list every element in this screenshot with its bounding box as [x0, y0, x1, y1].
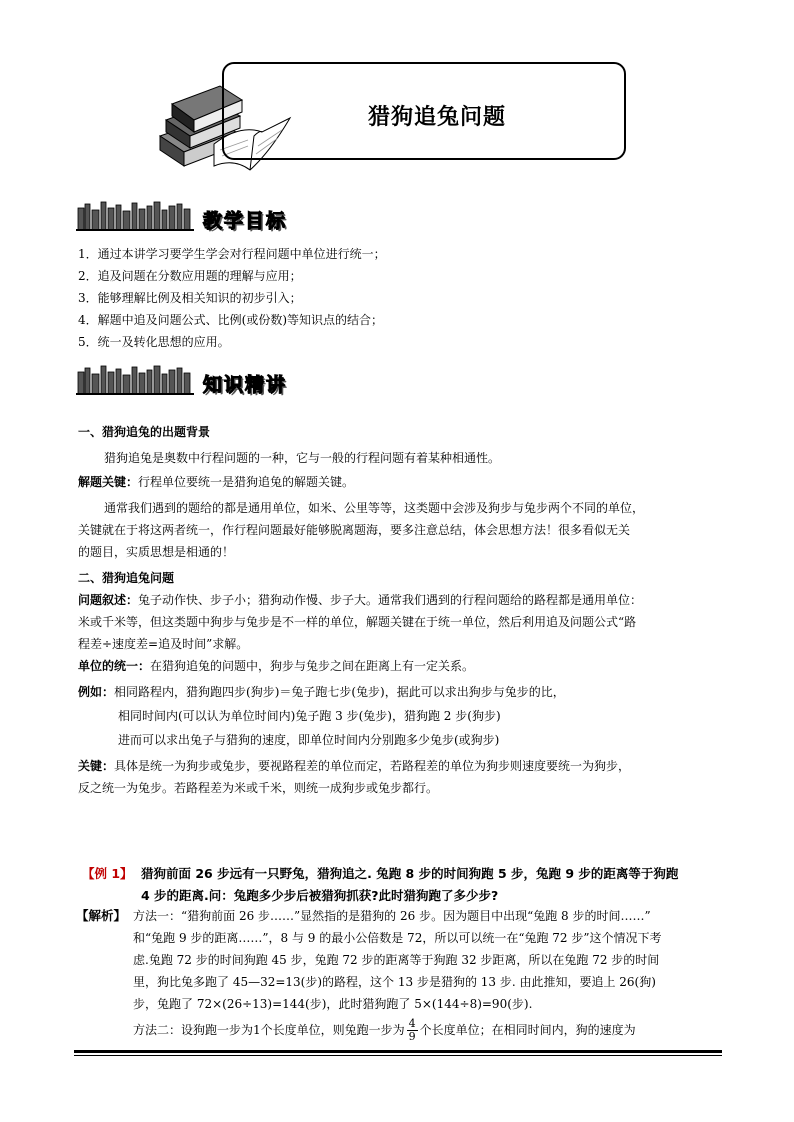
part1-key [78, 474, 354, 490]
desc-label: 问题叙述： [78, 593, 139, 607]
key-text: 行程单位要统一是猎狗追兔的解题关键。 [138, 475, 355, 489]
key-label: 解题关键： [78, 475, 139, 489]
part2-example: 相同时间内(可以认为单位时间内)兔子跑 3 步(兔步)，猎狗跑 2 步(狗步) [118, 709, 501, 723]
part2-example [78, 684, 565, 700]
section-decoration-icon [76, 364, 194, 396]
footer-rule-thin [74, 1055, 722, 1056]
solution-method2 [133, 1018, 636, 1043]
solution-line: 里，狗比兔多跑了 45—32=13(步)的路程，这个 13 步是猎狗的 13 步. 由此推知，要追上 26(狗) [133, 975, 656, 989]
part1-paragraph: 通常我们遇到的题给的都是通用单位，如米、公里等等，这类题中会涉及狗步与兔步两个不同的单位， [104, 501, 645, 515]
part1-paragraph: 的题目，实质思想是相通的！ [78, 545, 235, 559]
key-text: 具体是统一为狗步或兔步，要视路程差的单位而定，若路程差的单位为狗步则速度要统一为狗步， [114, 759, 631, 773]
eg-text: 相同路程内，猎狗跑四步(狗步)＝兔子跑七步(兔步)，据此可以求出狗步与兔步的比， [114, 685, 565, 699]
part2-desc [78, 592, 642, 608]
section-decoration-icon [76, 200, 194, 232]
example-tag: 【例 1】 [82, 866, 133, 881]
part2-key: 反之统一为兔步。若路程差为米或千米，则统一成狗步或兔步都行。 [78, 781, 439, 795]
solution-line: 虑.兔跑 72 步的时间狗跑 45 步，兔跑 72 步的距离等于狗跑 32 步距离，所以在兔跑 72 步的时间 [133, 953, 660, 967]
footer-rule [74, 1050, 722, 1053]
desc-text: 兔子动作快、步子小；猎狗动作慢、步子大。通常我们遇到的行程问题给的路程都是通用单位： [138, 593, 643, 607]
example-question: 4 步的距离.问：兔跑多少步后被猎狗抓获?此时猎狗跑了多少步? [141, 888, 499, 903]
solution-line: 方法一：“猎狗前面 26 步……”显然指的是猎狗的 26 步。因为题目中出现“兔跑 8 步的时间……” [133, 909, 651, 923]
objective-item: 2．追及问题在分数应用题的理解与应用； [78, 269, 302, 283]
part2-unit [78, 658, 474, 674]
solution-tag: 【解析】 [76, 908, 127, 923]
unit-label: 单位的统一： [78, 659, 151, 673]
key-label: 关键： [78, 759, 115, 773]
method2-text: 个长度单位；在相同时间内，狗的速度为 [419, 1023, 636, 1037]
objective-item: 5．统一及转化思想的应用。 [78, 335, 230, 349]
objective-item: 4．解题中追及问题公式、比例(或份数)等知识点的结合； [78, 313, 384, 327]
part2-example: 进而可以求出兔子与猎狗的速度，即单位时间内分别跑多少兔步(或狗步) [118, 733, 500, 747]
part2-heading: 二、猎狗追兔问题 [78, 571, 175, 585]
part2-key [78, 758, 630, 774]
part1-paragraph: 关键就在于将这两者统一，作行程问题最好能够脱离题海，要多注意总结，体会思想方法！很多看似无关 [78, 523, 631, 537]
part1-paragraph: 猎狗追兔是奥数中行程问题的一种，它与一般的行程问题有着某种相通性。 [104, 451, 501, 465]
section-title-knowledge: 知识精讲 [203, 374, 288, 396]
part1-heading: 一、猎狗追兔的出题背景 [78, 425, 211, 439]
fraction-denominator: 9 [408, 1030, 416, 1043]
fraction [407, 1018, 418, 1043]
part2-desc: 程差÷速度差=追及时间”求解。 [78, 637, 249, 651]
part2-desc: 米或千米等，但这类题中狗步与兔步是不一样的单位，解题关键在于统一单位，然后利用追及问题公式“路 [78, 615, 637, 629]
method2-text: 方法二：设狗跑一步为1个长度单位，则兔跑一步为 [133, 1023, 405, 1037]
eg-label: 例如： [78, 685, 115, 699]
unit-text: 在猎狗追兔的问题中，狗步与兔步之间在距离上有一定关系。 [150, 659, 475, 673]
fraction-numerator: 4 [408, 1017, 416, 1030]
objective-item: 1．通过本讲学习要学生学会对行程问题中单位进行统一； [78, 247, 386, 261]
section-title-objectives: 教学目标 [203, 210, 288, 232]
solution-line: 步，兔跑了 72×(26÷13)=144(步)，此时猎狗跑了 5×(144÷8)=90(步). [133, 997, 533, 1011]
solution-line: 和“兔跑 9 步的距离……”，8 与 9 的最小公倍数是 72，所以可以统一在“兔跑 72 步”这个情况下考 [133, 931, 662, 945]
page-title: 猎狗追兔问题 [368, 105, 507, 130]
example-question: 猎狗前面 26 步远有一只野兔，猎狗追之. 兔跑 8 步的时间狗跑 5 步，兔跑 9 步的距离等于狗跑 [141, 866, 679, 881]
objective-item: 3．能够理解比例及相关知识的初步引入； [78, 291, 302, 305]
